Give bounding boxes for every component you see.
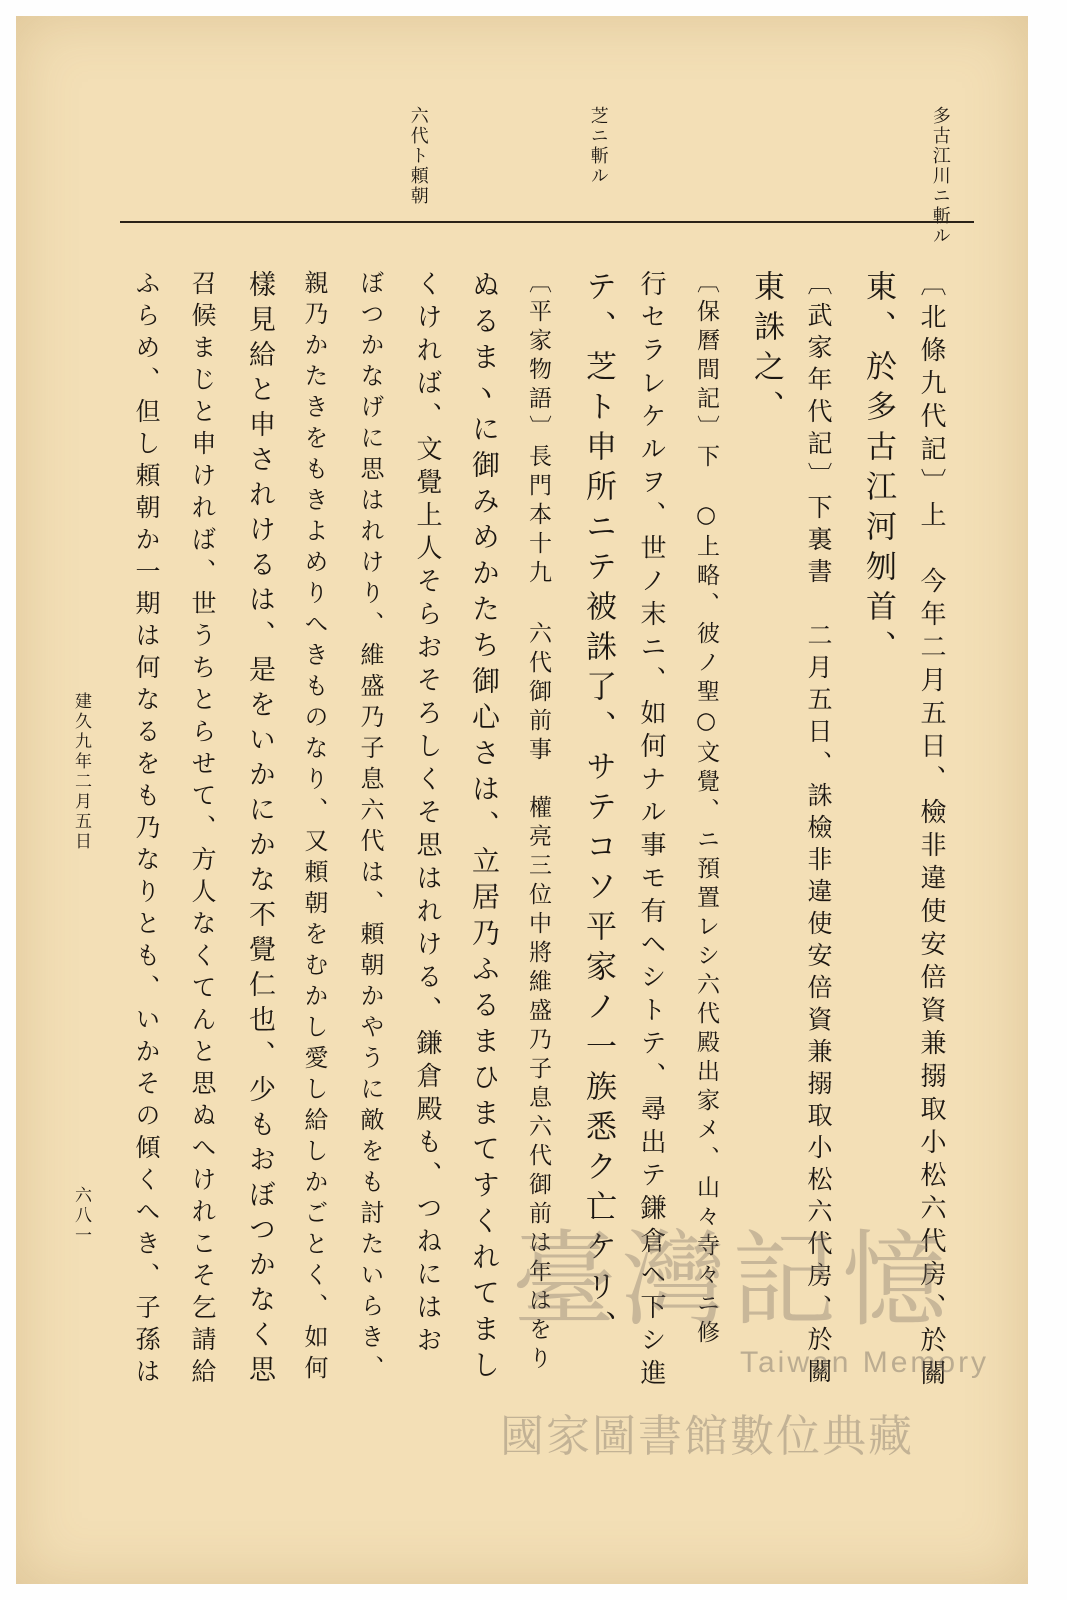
text-column: 行セラレケルヲ、世ノ末ニ、如何ナル事モ有ヘシトテ、尋出テ鎌倉ヘ下シ進 <box>636 270 666 1392</box>
text-column: ふらめ、但し頼朝か一期は何なるをも乃なりとも、いかその傾くへき、子孫は <box>132 270 161 1390</box>
margin-note: 六代ト頼朝 <box>407 106 429 206</box>
watermark-subtitle: Taiwan Memory <box>740 1346 990 1379</box>
text-column: ぼつかなげに思はれけり、維盛乃子息六代は、頼朝かやうに敵をも討たいらき、 <box>356 270 384 1386</box>
margin-note: 芝ニ斬ル <box>587 106 609 186</box>
margin-note: 多古江川ニ斬ル <box>929 106 951 246</box>
text-column: 〔平家物語〕長門本十九 六代御前事 權亮三位中將維盛乃子息六代御前は年はをり <box>525 270 551 1375</box>
text-column: くければ、文覺上人そらおそろしくそ思はれける、鎌倉殿も、つねにはお <box>412 270 442 1359</box>
text-column: 親乃かたきをもきよめりへきものなり、又頼朝をむかし愛し給しかごとく、如何 <box>300 270 328 1386</box>
text-column: 東誅之、 <box>748 270 784 430</box>
text-column: 樣見給と申されけるは、是をいかにかな不覺仁也、少もおぼつかなく思 <box>244 270 275 1390</box>
text-column: 召候まじと申ければ、世うちとらせて、方人なくてんと思ぬへけれこそ乞請給 <box>188 270 217 1390</box>
text-column: 〔保曆間記〕下 ○上略、彼ノ聖○文覺、ニ預置レシ六代殿出家メ、山々寺々ニ修 <box>693 270 719 1349</box>
watermark-org: 國家圖書館數位典藏 <box>500 1411 914 1462</box>
page-number: 六八一 <box>71 1186 91 1246</box>
text-column: テ、芝ト申所ニテ被誅了、サテコソ平家ノ一族悉ク亡ケリ、 <box>580 270 616 1350</box>
footer-date: 建久九年二月五日 <box>71 692 91 852</box>
text-column: 東、於多古江河刎首、 <box>860 270 896 670</box>
watermark-logo: 臺灣記憶 <box>512 1219 953 1341</box>
header-rule <box>120 221 974 223</box>
text-column: 〔北條九代記〕上 今年二月五日、檢非違使安倍資兼搦取小松六代房、於關 <box>916 270 946 1392</box>
document-page <box>16 16 1028 1584</box>
text-column: 〔武家年代記〕下裏書 二月五日、誅檢非違使安倍資兼搦取小松六代房、於關 <box>804 270 833 1390</box>
text-column: ぬるまヽに御みめかたち御心さは、立居乃ふるまひまてすくれてまし <box>468 270 501 1386</box>
